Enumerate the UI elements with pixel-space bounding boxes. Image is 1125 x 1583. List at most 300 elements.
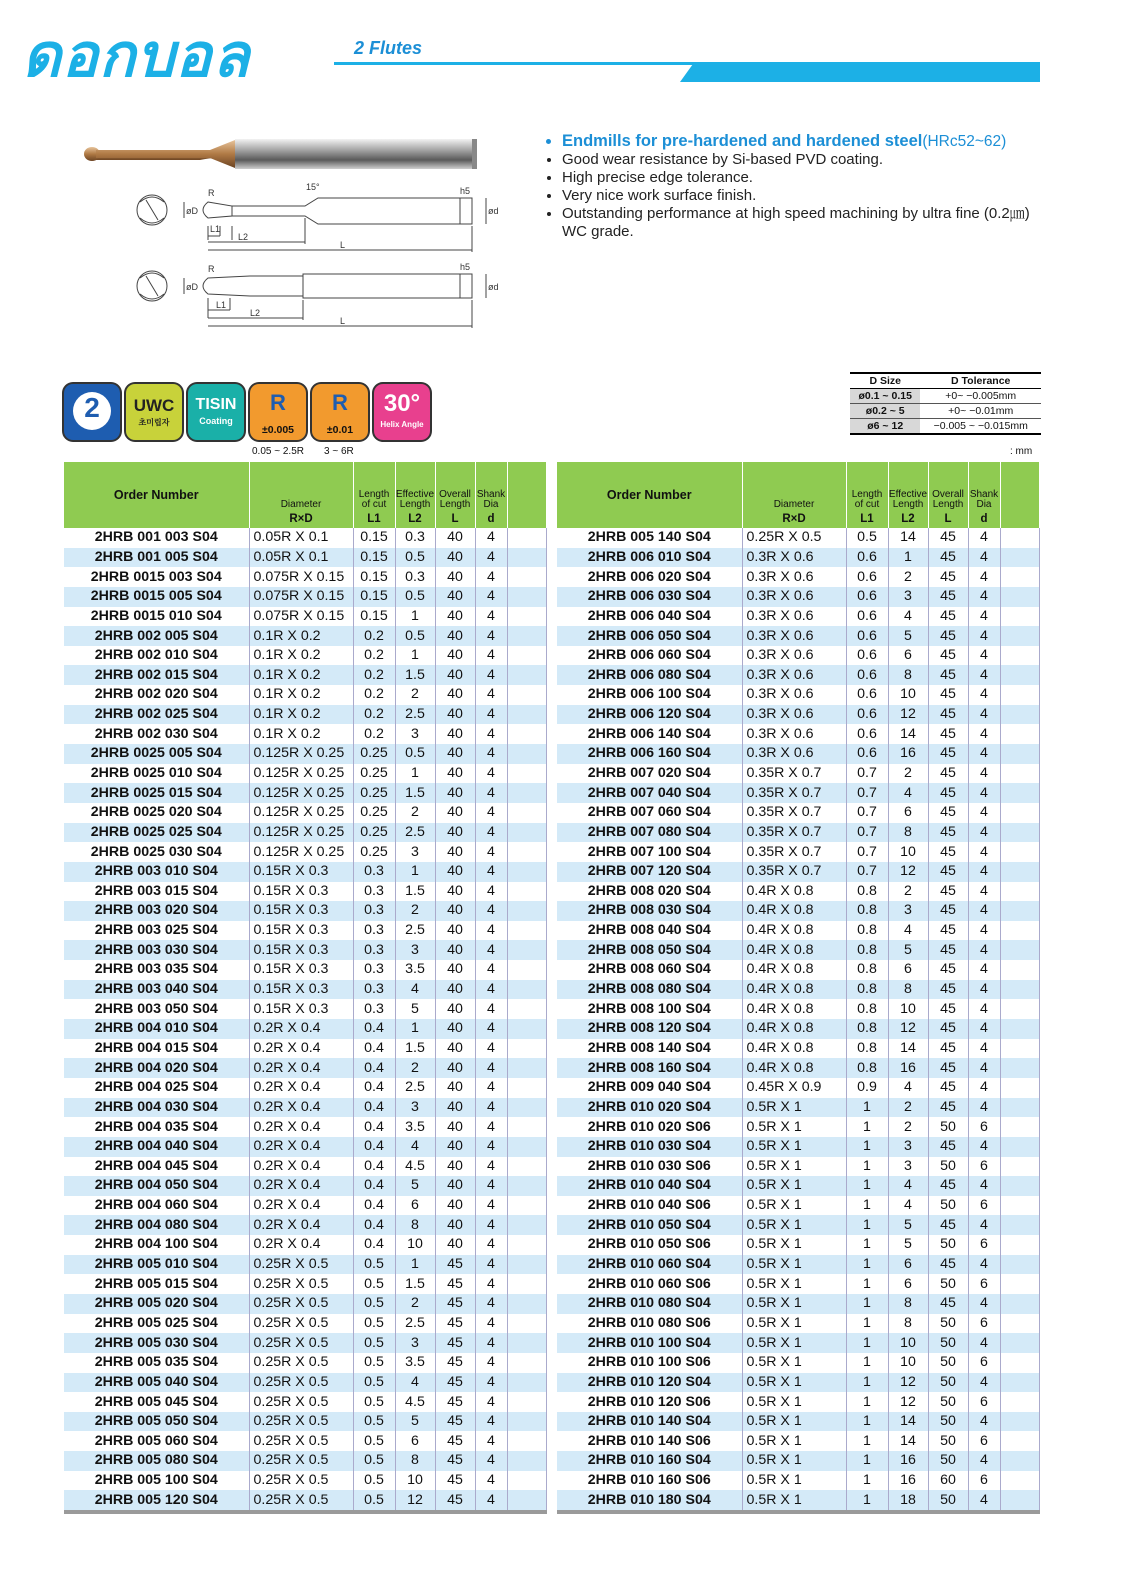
diameter: 0.2R X 0.4 (249, 1137, 353, 1157)
shank-dia: 4 (968, 1373, 1000, 1393)
length-of-cut: 0.15 (353, 548, 395, 568)
spacer-cell (507, 1392, 546, 1412)
spacer-cell (507, 1255, 546, 1275)
overall-length: 40 (435, 803, 475, 823)
overall-length: 40 (435, 626, 475, 646)
overall-length: 40 (435, 587, 475, 607)
length-of-cut: 0.7 (846, 764, 888, 784)
spec-table-right (557, 462, 1040, 1514)
order-number: 2HRB 004 025 S04 (64, 1078, 249, 1098)
effective-length: 12 (395, 1490, 435, 1512)
order-number: 2HRB 0015 010 S04 (64, 607, 249, 627)
overall-length: 60 (928, 1471, 968, 1491)
shank-dia: 4 (475, 744, 507, 764)
spacer-cell (1000, 1019, 1039, 1039)
order-number: 2HRB 005 060 S04 (64, 1431, 249, 1451)
length-of-cut: 0.6 (846, 548, 888, 568)
effective-length: 12 (888, 862, 928, 882)
length-of-cut: 0.15 (353, 607, 395, 627)
effective-length: 5 (888, 626, 928, 646)
order-number: 2HRB 010 140 S04 (557, 1412, 742, 1432)
endmill-drawing (60, 110, 500, 340)
overall-length: 45 (928, 842, 968, 862)
spacer-cell (1000, 587, 1039, 607)
table-row (64, 1490, 546, 1512)
diameter: 0.3R X 0.6 (742, 724, 846, 744)
diameter: 0.5R X 1 (742, 1314, 846, 1334)
overall-length: 40 (435, 685, 475, 705)
effective-length: 2 (888, 764, 928, 784)
spacer-cell (1000, 921, 1039, 941)
spacer-cell (1000, 1490, 1039, 1512)
effective-length: 1.5 (395, 1274, 435, 1294)
length-of-cut: 0.8 (846, 921, 888, 941)
table-row (557, 1490, 1039, 1512)
order-number: 2HRB 002 020 S04 (64, 685, 249, 705)
feature-list (546, 132, 1046, 241)
table-row (64, 685, 546, 705)
shank-dia: 6 (968, 1196, 1000, 1216)
effective-length: 5 (888, 940, 928, 960)
order-number: 2HRB 005 100 S04 (64, 1471, 249, 1491)
spacer-cell (507, 607, 546, 627)
table-row (64, 1039, 546, 1059)
table-row (64, 940, 546, 960)
effective-length: 1 (395, 862, 435, 882)
shank-dia: 4 (475, 1353, 507, 1373)
overall-length: 40 (435, 940, 475, 960)
table-row (64, 1294, 546, 1314)
diameter: 0.125R X 0.25 (249, 823, 353, 843)
shank-dia: 4 (475, 548, 507, 568)
overall-length: 45 (928, 1294, 968, 1314)
effective-length: 3 (395, 724, 435, 744)
length-of-cut: 0.5 (353, 1314, 395, 1334)
table-row (557, 1314, 1039, 1334)
length-of-cut: 0.8 (846, 940, 888, 960)
shank-dia: 4 (968, 1078, 1000, 1098)
shank-dia: 4 (475, 626, 507, 646)
effective-length: 6 (395, 1431, 435, 1451)
diameter: 0.1R X 0.2 (249, 626, 353, 646)
table-row (64, 1019, 546, 1039)
table-row (64, 901, 546, 921)
length-of-cut: 0.6 (846, 724, 888, 744)
length-of-cut: 1 (846, 1431, 888, 1451)
diameter: 0.075R X 0.15 (249, 567, 353, 587)
overall-length: 45 (928, 1039, 968, 1059)
diameter: 0.1R X 0.2 (249, 724, 353, 744)
overall-length: 40 (435, 999, 475, 1019)
order-number: 2HRB 008 080 S04 (557, 980, 742, 1000)
shank-dia: 4 (968, 764, 1000, 784)
diameter: 0.25R X 0.5 (249, 1471, 353, 1491)
shank-dia: 6 (968, 1471, 1000, 1491)
order-number: 2HRB 004 030 S04 (64, 1098, 249, 1118)
column-header: Length of cut L1 (353, 462, 395, 528)
shank-dia: 4 (475, 980, 507, 1000)
diameter: 0.25R X 0.5 (249, 1314, 353, 1334)
spacer-cell (507, 1314, 546, 1334)
diameter: 0.2R X 0.4 (249, 1058, 353, 1078)
effective-length: 1 (395, 607, 435, 627)
order-number: 2HRB 003 050 S04 (64, 999, 249, 1019)
length-of-cut: 0.4 (353, 1039, 395, 1059)
effective-length: 4 (888, 1078, 928, 1098)
effective-length: 8 (888, 1294, 928, 1314)
spacer-cell (507, 705, 546, 725)
overall-length: 40 (435, 1058, 475, 1078)
length-of-cut: 0.6 (846, 646, 888, 666)
table-row (557, 803, 1039, 823)
shank-dia: 4 (968, 980, 1000, 1000)
overall-length: 45 (928, 724, 968, 744)
helix-angle-icon: 30° Helix Angle (374, 384, 430, 440)
shank-dia: 4 (475, 921, 507, 941)
length-of-cut: 0.3 (353, 882, 395, 902)
length-of-cut: 1 (846, 1333, 888, 1353)
spacer-cell (507, 724, 546, 744)
overall-length: 45 (928, 1078, 968, 1098)
dbig-label-bottom: øD (186, 282, 198, 292)
spacer-cell (1000, 1157, 1039, 1177)
shank-dia: 4 (968, 1255, 1000, 1275)
length-of-cut: 0.5 (353, 1490, 395, 1512)
table-row (64, 1137, 546, 1157)
spacer-cell (1000, 1412, 1039, 1432)
effective-length: 3.5 (395, 1117, 435, 1137)
shank-dia: 4 (968, 960, 1000, 980)
diameter: 0.3R X 0.6 (742, 744, 846, 764)
spacer-cell (1000, 1117, 1039, 1137)
order-number: 2HRB 006 140 S04 (557, 724, 742, 744)
order-number: 2HRB 008 060 S04 (557, 960, 742, 980)
table-row (557, 940, 1039, 960)
table-row (557, 1255, 1039, 1275)
length-of-cut: 0.4 (353, 1078, 395, 1098)
table-row (557, 1412, 1039, 1432)
shank-dia: 4 (475, 1294, 507, 1314)
tisin-coating-icon: TISIN Coating (188, 384, 244, 440)
spacer-cell (1000, 1373, 1039, 1393)
order-number: 2HRB 002 025 S04 (64, 705, 249, 725)
spec-table-left (64, 462, 547, 1514)
order-number: 2HRB 0025 015 S04 (64, 783, 249, 803)
table-row (64, 1274, 546, 1294)
overall-length: 45 (928, 646, 968, 666)
order-number: 2HRB 004 100 S04 (64, 1235, 249, 1255)
table-row (64, 1058, 546, 1078)
shank-dia: 4 (968, 705, 1000, 725)
effective-length: 3 (888, 587, 928, 607)
spacer-cell (1000, 567, 1039, 587)
effective-length: 5 (888, 1215, 928, 1235)
table-row (557, 823, 1039, 843)
effective-length: 1 (395, 1255, 435, 1275)
overall-length: 40 (435, 882, 475, 902)
length-of-cut: 0.4 (353, 1215, 395, 1235)
overall-length: 45 (928, 685, 968, 705)
overall-length: 40 (435, 921, 475, 941)
order-number: 2HRB 003 035 S04 (64, 960, 249, 980)
order-number: 2HRB 005 035 S04 (64, 1353, 249, 1373)
overall-length: 40 (435, 980, 475, 1000)
overall-length: 40 (435, 1157, 475, 1177)
effective-length: 3 (395, 842, 435, 862)
effective-length: 10 (888, 1333, 928, 1353)
feature-item: • Good wear resistance by Si-based PVD coating. (562, 151, 1046, 169)
diameter: 0.5R X 1 (742, 1117, 846, 1137)
diameter: 0.5R X 1 (742, 1255, 846, 1275)
effective-length: 12 (888, 1373, 928, 1393)
effective-length: 5 (395, 1176, 435, 1196)
overall-length: 45 (928, 862, 968, 882)
length-of-cut: 0.5 (353, 1353, 395, 1373)
overall-length: 45 (928, 1098, 968, 1118)
unit-label: : mm (1010, 446, 1033, 457)
order-number: 2HRB 005 020 S04 (64, 1294, 249, 1314)
shank-dia: 4 (475, 1235, 507, 1255)
length-of-cut: 0.6 (846, 607, 888, 627)
table-row (557, 1431, 1039, 1451)
order-number: 2HRB 010 030 S06 (557, 1157, 742, 1177)
spacer-cell (1000, 901, 1039, 921)
feature-item: • Very nice work surface finish. (562, 187, 1046, 205)
diameter: 0.15R X 0.3 (249, 960, 353, 980)
table-row (557, 587, 1039, 607)
table-row (64, 1333, 546, 1353)
order-number: 2HRB 010 040 S04 (557, 1176, 742, 1196)
effective-length: 2 (395, 803, 435, 823)
order-number: 2HRB 010 180 S04 (557, 1490, 742, 1512)
effective-length: 10 (888, 842, 928, 862)
diameter: 0.25R X 0.5 (249, 1274, 353, 1294)
order-number: 2HRB 007 120 S04 (557, 862, 742, 882)
table-row (557, 1294, 1039, 1314)
effective-length: 14 (888, 1412, 928, 1432)
order-number: 2HRB 0025 005 S04 (64, 744, 249, 764)
length-of-cut: 0.8 (846, 901, 888, 921)
overall-length: 40 (435, 1137, 475, 1157)
order-number: 2HRB 008 120 S04 (557, 1019, 742, 1039)
overall-length: 45 (928, 587, 968, 607)
spacer-cell (1000, 1274, 1039, 1294)
effective-length: 4 (395, 980, 435, 1000)
table-row (64, 823, 546, 843)
length-of-cut: 0.7 (846, 842, 888, 862)
shank-dia: 4 (475, 999, 507, 1019)
diameter: 0.2R X 0.4 (249, 1215, 353, 1235)
table-row (64, 1255, 546, 1275)
length-of-cut: 0.25 (353, 783, 395, 803)
overall-length: 40 (435, 646, 475, 666)
shank-dia: 4 (475, 1157, 507, 1177)
spacer-cell (1000, 1235, 1039, 1255)
effective-length: 10 (888, 1353, 928, 1373)
spacer-cell (507, 1490, 546, 1512)
endmill-photo (84, 139, 477, 169)
table-row (557, 1078, 1039, 1098)
shank-dia: 4 (475, 1392, 507, 1412)
order-number: 2HRB 0025 010 S04 (64, 764, 249, 784)
spacer-cell (1000, 1333, 1039, 1353)
column-header: Overall Length L (928, 462, 968, 528)
radius-tolerance-icon-1: R ±0.005 (250, 384, 306, 440)
spacer-cell (1000, 1039, 1039, 1059)
shank-dia: 4 (968, 1490, 1000, 1512)
diameter: 0.2R X 0.4 (249, 1117, 353, 1137)
spacer-cell (507, 587, 546, 607)
diameter: 0.35R X 0.7 (742, 842, 846, 862)
diameter: 0.1R X 0.2 (249, 685, 353, 705)
table-row (557, 685, 1039, 705)
length-of-cut: 1 (846, 1196, 888, 1216)
order-number: 2HRB 010 120 S04 (557, 1373, 742, 1393)
diameter: 0.5R X 1 (742, 1353, 846, 1373)
spacer-cell (1000, 1431, 1039, 1451)
table-row (64, 1157, 546, 1177)
length-of-cut: 0.25 (353, 842, 395, 862)
diameter: 0.45R X 0.9 (742, 1078, 846, 1098)
diameter: 0.5R X 1 (742, 1098, 846, 1118)
overall-length: 45 (928, 607, 968, 627)
shank-dia: 4 (968, 823, 1000, 843)
shank-dia: 4 (475, 1255, 507, 1275)
length-of-cut: 0.5 (846, 528, 888, 548)
order-number: 2HRB 005 025 S04 (64, 1314, 249, 1334)
effective-length: 5 (395, 999, 435, 1019)
overall-length: 45 (435, 1471, 475, 1491)
order-number: 2HRB 006 120 S04 (557, 705, 742, 725)
shank-dia: 4 (475, 1137, 507, 1157)
overall-length: 40 (435, 548, 475, 568)
effective-length: 3 (888, 901, 928, 921)
radius-tolerance-icon-2: R ±0.01 (312, 384, 368, 440)
length-of-cut: 0.6 (846, 665, 888, 685)
diameter: 0.25R X 0.5 (742, 528, 846, 548)
order-number: 2HRB 002 015 S04 (64, 665, 249, 685)
table-row (64, 1471, 546, 1491)
spacer-cell (1000, 626, 1039, 646)
length-of-cut: 0.6 (846, 587, 888, 607)
tol-header: D Tolerance (920, 373, 1041, 389)
bottom-diagram (137, 271, 486, 328)
order-number: 2HRB 004 035 S04 (64, 1117, 249, 1137)
table-row (557, 1039, 1039, 1059)
order-number: 2HRB 010 020 S06 (557, 1117, 742, 1137)
effective-length: 16 (888, 744, 928, 764)
order-number: 2HRB 002 030 S04 (64, 724, 249, 744)
spacer-cell (507, 1274, 546, 1294)
effective-length: 2 (395, 1058, 435, 1078)
effective-length: 16 (888, 1058, 928, 1078)
length-of-cut: 0.5 (353, 1333, 395, 1353)
overall-length: 40 (435, 1019, 475, 1039)
effective-length: 14 (888, 1039, 928, 1059)
length-of-cut: 1 (846, 1255, 888, 1275)
order-number: 2HRB 007 080 S04 (557, 823, 742, 843)
shank-dia: 4 (475, 587, 507, 607)
spacer-cell (507, 1098, 546, 1118)
shank-dia: 4 (475, 1333, 507, 1353)
length-of-cut: 0.9 (846, 1078, 888, 1098)
overall-length: 40 (435, 783, 475, 803)
overall-length: 45 (928, 764, 968, 784)
order-number: 2HRB 010 080 S06 (557, 1314, 742, 1334)
diameter: 0.15R X 0.3 (249, 921, 353, 941)
overall-length: 45 (928, 960, 968, 980)
shank-dia: 4 (475, 1039, 507, 1059)
diameter: 0.15R X 0.3 (249, 882, 353, 902)
shank-dia: 4 (475, 783, 507, 803)
diameter: 0.15R X 0.3 (249, 862, 353, 882)
order-number: 2HRB 007 040 S04 (557, 783, 742, 803)
diameter: 0.15R X 0.3 (249, 901, 353, 921)
table-row (64, 862, 546, 882)
effective-length: 4 (888, 783, 928, 803)
overall-length: 45 (928, 1137, 968, 1157)
effective-length: 1.5 (395, 882, 435, 902)
table-row (557, 1019, 1039, 1039)
length-of-cut: 1 (846, 1392, 888, 1412)
spacer-cell (1000, 744, 1039, 764)
overall-length: 40 (435, 665, 475, 685)
shank-dia: 4 (475, 646, 507, 666)
spacer-cell (507, 940, 546, 960)
overall-length: 40 (435, 1176, 475, 1196)
table-row (557, 882, 1039, 902)
column-header: Order Number (557, 462, 742, 528)
overall-length: 45 (435, 1333, 475, 1353)
overall-length: 45 (435, 1490, 475, 1512)
length-of-cut: 0.2 (353, 665, 395, 685)
overall-length: 50 (928, 1451, 968, 1471)
table-row (64, 1373, 546, 1393)
diameter: 0.125R X 0.25 (249, 842, 353, 862)
length-of-cut: 0.2 (353, 685, 395, 705)
order-number: 2HRB 010 020 S04 (557, 1098, 742, 1118)
overall-length: 45 (928, 626, 968, 646)
diameter: 0.5R X 1 (742, 1373, 846, 1393)
length-of-cut: 0.25 (353, 823, 395, 843)
order-number: 2HRB 010 060 S06 (557, 1274, 742, 1294)
effective-length: 1.5 (395, 1039, 435, 1059)
overall-length: 45 (435, 1274, 475, 1294)
effective-length: 10 (888, 685, 928, 705)
effective-length: 0.3 (395, 528, 435, 548)
effective-length: 5 (395, 1412, 435, 1432)
effective-length: 2.5 (395, 705, 435, 725)
diameter: 0.15R X 0.3 (249, 980, 353, 1000)
table-row (557, 665, 1039, 685)
shank-dia: 4 (475, 862, 507, 882)
spacer-cell (507, 783, 546, 803)
overall-length: 40 (435, 960, 475, 980)
overall-length: 45 (928, 744, 968, 764)
order-number: 2HRB 010 160 S06 (557, 1471, 742, 1491)
table-row (64, 528, 546, 548)
length-of-cut: 1 (846, 1098, 888, 1118)
diameter: 0.3R X 0.6 (742, 665, 846, 685)
effective-length: 12 (888, 705, 928, 725)
dsmall-label-top: ød (488, 206, 499, 216)
spacer-cell (507, 842, 546, 862)
length-of-cut: 0.25 (353, 764, 395, 784)
table-row (557, 607, 1039, 627)
order-number: 2HRB 005 015 S04 (64, 1274, 249, 1294)
spacer-cell (1000, 1471, 1039, 1491)
spec-table-right-wrap (557, 462, 1040, 1514)
